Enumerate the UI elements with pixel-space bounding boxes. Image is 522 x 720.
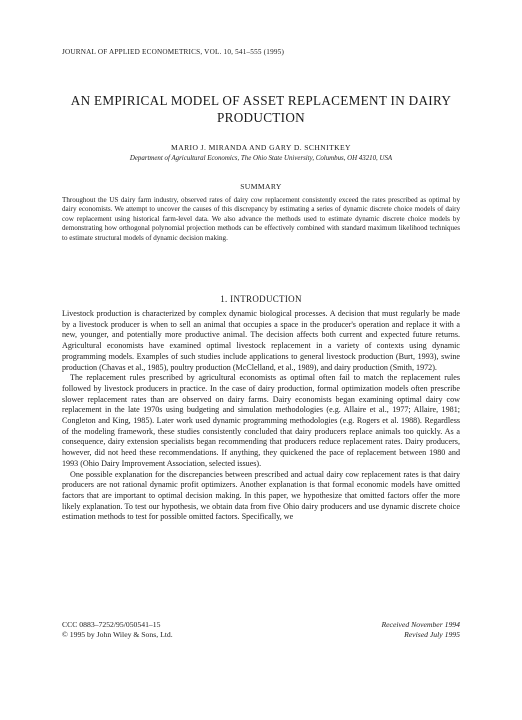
journal-header: JOURNAL OF APPLIED ECONOMETRICS, VOL. 10, 541–555 (1995) xyxy=(62,48,285,56)
affiliation: Department of Agricultural Economics, The Ohio State University, Columbus, OH 43210, USA xyxy=(129,155,393,162)
footer xyxy=(62,620,460,640)
revised-date: Revised July 1995 xyxy=(404,630,460,639)
summary-heading: SUMMARY xyxy=(240,182,282,191)
body-text xyxy=(62,309,460,523)
paragraph: One possible explanation for the discrepancies between prescribed and actual dairy cow replacement rates is that dairy producers are not rational dynamic profit optimizers. Another explanation is that formal economic models have omitted factors that are important to optimal decision making. In this paper, we hypothesize that omitted factors offer the more likely explanation. To test our hypothesis, we obtain data from five Ohio dairy producers and use dynamic discrete choice estimation methods to test for possible omitted factors. Specifically, we xyxy=(62,469,460,522)
paper-title: AN EMPIRICAL MODEL OF ASSET REPLACEMENT IN DAIRY PRODUCTION xyxy=(70,93,452,125)
ccc-code: CCC 0883–7252/95/050541–15 xyxy=(62,620,161,629)
paragraph: Livestock production is characterized by complex dynamic biological processes. A decision that must regularly be made by a livestock producer is when to sell an animal that occupies a space in the producer's operation and replace it with a new, younger, and potentially more productive animal. The decision affects both current and expected future returns. Agricultural economists have examined optimal livestock replacement in a variety of contexts using dynamic programming models. Examples of such studies include applications to general livestock production (Burt, 1993), swine production (Chavas et al., 1985), poultry production (McClelland, et al., 1989), and dairy production (Smith, 1972). xyxy=(62,309,460,372)
summary-text: Throughout the US dairy farm industry, observed rates of dairy cow replacement consistently exceed the rates prescribed as optimal by dairy economists. We attempt to uncover the causes of this discrepancy by estimating a series of dynamic discrete choice models of dairy cow replacement using historical farm-level data. We also advance the methods used to estimate dynamic discrete choice models by demonstrating how orthogonal polynomial projection methods can be effectively combined with standard maximum likelihood techniques to estimate structural models of dynamic decision making. xyxy=(62,196,460,242)
section-heading: 1. INTRODUCTION xyxy=(220,294,302,304)
paragraph: The replacement rules prescribed by agricultural economists as optimal often fail to match the replacement rules followed by livestock producers in practice. In the case of dairy production, formal optimization models often prescribe slower replacement rates than are observed on dairy farms. Dairy economists began examining optimal dairy cow replacement in the late 1970s using budgeting and simulation methodologies (e.g. Allaire et al., 1977; Allaire, 1981; Congleton and King, 1985). Later work used dynamic programming methodologies (e.g. Rogers et al. 1988). Regardless of the modeling framework, these studies consistently concluded that dairy producers replace animals too quickly. As a consequence, dairy extension specialists began recommending that producers reduce replacement rates. Dairy producers, however, did not heed these recommendations. If anything, they quickened the pace of replacement between 1980 and 1993 (Ohio Dairy Improvement Association, selected issues). xyxy=(62,373,460,468)
received-date: Received November 1994 xyxy=(381,620,460,629)
authors: MARIO J. MIRANDA AND GARY D. SCHNITKEY xyxy=(171,143,351,152)
copyright: © 1995 by John Wiley & Sons, Ltd. xyxy=(62,630,173,639)
